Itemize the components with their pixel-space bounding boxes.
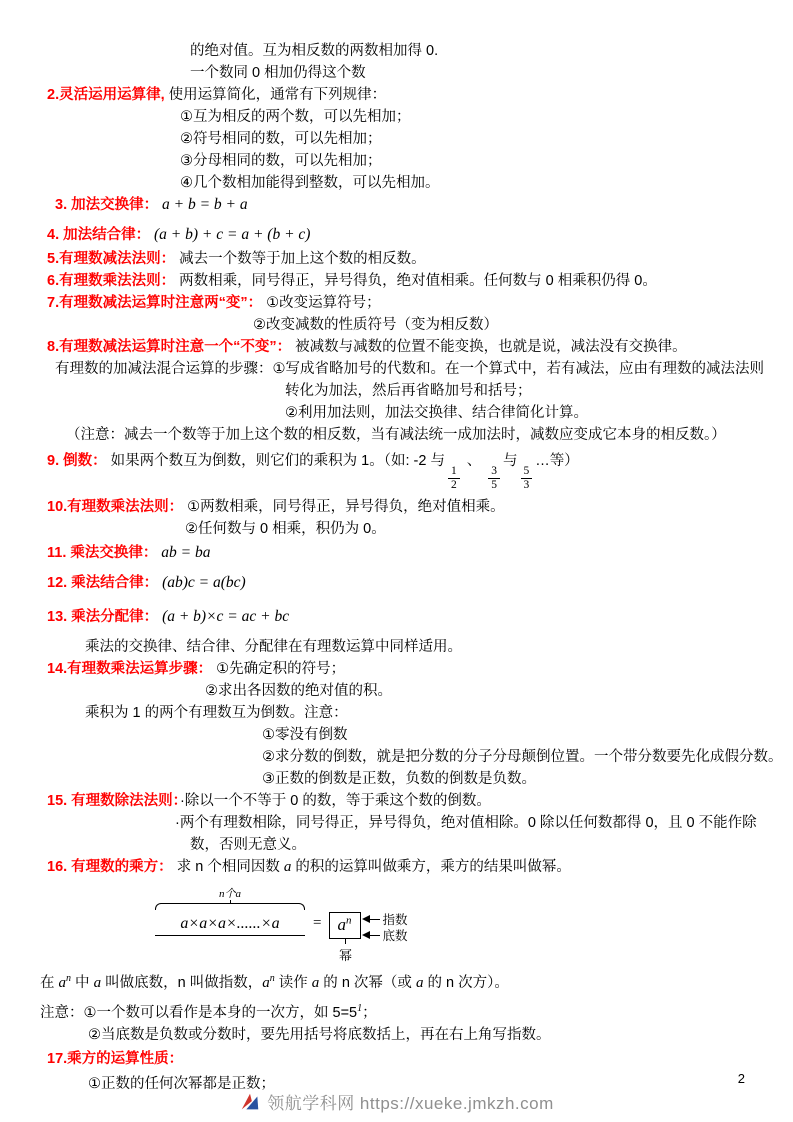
body-text: ③分母相同的数，可以先相加；: [180, 153, 382, 169]
body-text: ·除以一个不等于 0 的数，等于乘这个数的倒数。: [179, 793, 491, 810]
body-text: ②改变减数的性质符号（变为相反数）: [253, 317, 498, 333]
power-annotations: [362, 912, 407, 942]
section-heading-line: [47, 450, 793, 492]
text-line: [190, 62, 793, 84]
text-line: [180, 150, 793, 172]
page-number: 2: [737, 1071, 745, 1086]
formula-text: (ab)c = a(bc): [158, 574, 246, 592]
power-label: 幂: [339, 939, 352, 964]
base-symbol: a: [337, 915, 346, 935]
heading-text: 17.乘方的运算性质：: [47, 1050, 184, 1067]
heading-text: 6.有理数乘法法则：: [47, 273, 176, 289]
exponent-arrow-icon: [362, 915, 370, 923]
body-text: ①正数的任何次幂都是正数；: [88, 1075, 275, 1092]
body-text: 注意：①一个数可以看作是本身的一次方，如 5=5: [40, 1004, 358, 1021]
body-text: 的积的运算叫做乘方，乘方的结果叫做幂。: [291, 859, 571, 876]
body-text: 有理数的加减法混合运算的步骤：①写成省略加号的代数和。在一个算式中，若有减法，应由有理数的减法法则: [55, 361, 764, 377]
body-text: ②求分数的倒数，就是把分数的分子分母颠倒位置。一个带分数要先化成假分数。: [262, 749, 783, 766]
section-heading-line: [47, 542, 793, 564]
text-line: [88, 1024, 793, 1046]
section-heading-line: [47, 224, 793, 246]
heading-text: 9. 倒数：: [47, 453, 107, 469]
formula-text: a + b = b + a: [158, 196, 248, 213]
section-heading-line: [47, 84, 793, 106]
section-heading-line: [47, 496, 793, 518]
body-text: 转化为加法，然后再省略加号和括号；: [285, 383, 532, 399]
body-text: ②求出各因数的绝对值的积。: [205, 683, 392, 700]
equals-sign: =: [313, 915, 322, 932]
section-heading-line: [47, 606, 793, 628]
power-box-group: [329, 912, 361, 963]
body-text: ①零没有倒数: [262, 727, 348, 744]
body-text: ·两个有理数相除，同号得正，异号得负，绝对值相除。0 除以任何数都得 0，且 0 不能作除: [175, 815, 757, 832]
body-text: 求 n 个相同因数: [172, 859, 284, 876]
superscript: n: [269, 972, 275, 984]
footer-site-link[interactable]: 领航学科网 https://xueke.jmkzh.com: [267, 1094, 554, 1113]
body-text: 、: [462, 453, 486, 469]
section-heading-line: [47, 270, 793, 292]
superscript: n: [66, 972, 72, 984]
product-expression: a×a×a×......×a: [155, 915, 305, 936]
document-body: [0, 40, 793, 1095]
body-text: a: [262, 974, 270, 991]
text-line: [285, 402, 793, 424]
section-heading-line: [47, 572, 793, 594]
body-text: ①改变运算符号；: [262, 295, 381, 311]
footer: [0, 1089, 793, 1114]
body-text: 的绝对值。互为相反数的两数相加得 0.: [190, 43, 439, 59]
heading-text: 2.灵活运用运算律,: [47, 87, 165, 103]
xueke-logo-icon: [239, 1091, 261, 1113]
body-text: a: [311, 974, 320, 991]
text-line: [180, 106, 793, 128]
heading-text: 15. 有理数除法法则：: [47, 793, 180, 810]
text-line: [262, 746, 793, 768]
body-text: ①互为相反的两个数，可以先相加；: [180, 109, 411, 125]
text-line: [185, 518, 793, 540]
overbrace-label: n个a: [219, 888, 241, 901]
body-text: a: [283, 859, 292, 876]
heading-text: 3. 加法交换律：: [55, 197, 159, 213]
body-text: 在: [40, 974, 59, 991]
section-heading-line: [47, 336, 793, 358]
text-line: [175, 812, 793, 834]
body-text: 的 n 次幂（或: [319, 974, 416, 991]
text-line: [190, 834, 793, 856]
body-text: 如果两个数互为倒数，则它们的乘积为 1。（如: -2 与: [106, 453, 445, 469]
text-line: [55, 358, 793, 380]
body-text: 数，否则无意义。: [190, 837, 306, 854]
body-text: （注意：减去一个数等于加上这个数的相反数，当有减法统一成加法时，减数应变成它本身的相反数。）: [66, 427, 726, 443]
section-heading-line: [47, 292, 793, 314]
fraction: $\frac{5}{3}$: [521, 465, 533, 492]
text-line: [190, 40, 793, 62]
body-text: 乘积为 1 的两个有理数互为倒数。注意：: [85, 705, 348, 722]
section-heading-line: [47, 658, 793, 680]
section-heading-line: [47, 790, 793, 812]
body-text: 叫做底数，n 叫做指数，: [101, 974, 263, 991]
body-text: 两数相乘，同号得正，异号得负，绝对值相乘。任何数与 0 相乘积仍得 0。: [175, 273, 657, 289]
exponent-annotation: [362, 912, 407, 926]
fraction: $\frac{1}{2}$: [448, 465, 460, 492]
text-line: [262, 724, 793, 746]
body-text: ①两数相乘，同号得正，异号得负，绝对值相乘。: [183, 499, 505, 516]
power-formula-diagram: [155, 884, 793, 963]
base-arrow-line: [370, 935, 380, 937]
body-text: 读作: [274, 974, 312, 991]
formula-text: (a + b) + c = a + (b + c): [150, 226, 311, 243]
body-text: 一个数同 0 相加仍得这个数: [190, 65, 366, 81]
formula-text: (a + b)×c = ac + bc: [158, 608, 290, 626]
body-text: ①先确定积的符号；: [212, 661, 346, 678]
base-label: 底数: [382, 929, 408, 944]
body-text: a: [93, 974, 102, 991]
body-text: 使用运算简化，通常有下列规律：: [164, 87, 387, 103]
body-text: ；: [362, 1004, 377, 1021]
overbrace-group: [155, 884, 305, 910]
heading-text: 7.有理数减法运算时注意两“变”：: [47, 295, 263, 311]
body-text: ④几个数相加能得到整数，可以先相加。: [180, 175, 440, 191]
heading-text: 14.有理数乘法运算步骤：: [47, 661, 213, 678]
heading-text: 5.有理数减法法则：: [47, 251, 176, 267]
text-line: [66, 424, 793, 446]
text-line: [40, 1002, 793, 1024]
heading-text: 13. 乘法分配律：: [47, 609, 159, 626]
body-text: ②当底数是负数或分数时，要先用括号将底数括上，再在右上角写指数。: [88, 1026, 551, 1043]
heading-text: 16. 有理数的乘方：: [47, 859, 173, 876]
body-text: a: [415, 974, 424, 991]
overbrace-icon: [155, 903, 305, 910]
power-box: [329, 912, 361, 938]
text-line: [180, 128, 793, 150]
heading-text: 4. 加法结合律：: [47, 227, 151, 243]
exponent-arrow-line: [370, 919, 380, 921]
text-line: [180, 172, 793, 194]
formula-text: ab = ba: [157, 544, 211, 562]
body-text: ②符号相同的数，可以先相加；: [180, 131, 382, 147]
superscript: 1: [357, 1002, 363, 1014]
exponent-label: 指数: [382, 913, 408, 928]
body-text: ②任何数与 0 相乘，积仍为 0。: [185, 521, 386, 538]
body-text: 乘法的交换律、结合律、分配律在有理数运算中同样适用。: [85, 639, 462, 656]
text-line: [285, 380, 793, 402]
text-line: [253, 314, 793, 336]
body-text: 与: [503, 453, 518, 469]
body-text: …等）: [535, 453, 579, 469]
text-line: [262, 768, 793, 790]
body-text: 的 n 次方）。: [423, 974, 509, 991]
body-text: 减去一个数等于加上这个数的相反数。: [175, 251, 426, 267]
heading-text: 12. 乘法结合律：: [47, 575, 159, 592]
base-annotation: [362, 928, 407, 942]
section-heading-line: [55, 194, 793, 216]
text-line: [85, 636, 793, 658]
body-text: 被减数与减数的位置不能变换，也就是说，减法没有交换律。: [291, 339, 687, 355]
base-arrow-icon: [362, 931, 370, 939]
body-text: 中: [71, 974, 94, 991]
text-line: [40, 972, 793, 994]
body-text: a: [58, 974, 67, 991]
heading-text: 8.有理数减法运算时注意一个“不变”：: [47, 339, 292, 355]
section-heading-line: [47, 1048, 793, 1070]
exponent-symbol: n: [345, 914, 352, 927]
text-line: [85, 702, 793, 724]
section-heading-line: [47, 856, 793, 878]
heading-text: 10.有理数乘法法则：: [47, 499, 184, 516]
text-line: [205, 680, 793, 702]
heading-text: 11. 乘法交换律：: [47, 545, 158, 562]
fraction: $\frac{3}{5}$: [488, 465, 500, 492]
power-formula-row: [155, 912, 793, 963]
section-heading-line: [47, 248, 793, 270]
body-text: ②利用加法则，加法交换律、结合律简化计算。: [285, 405, 588, 421]
body-text: ③正数的倒数是正数，负数的倒数是负数。: [262, 771, 536, 788]
